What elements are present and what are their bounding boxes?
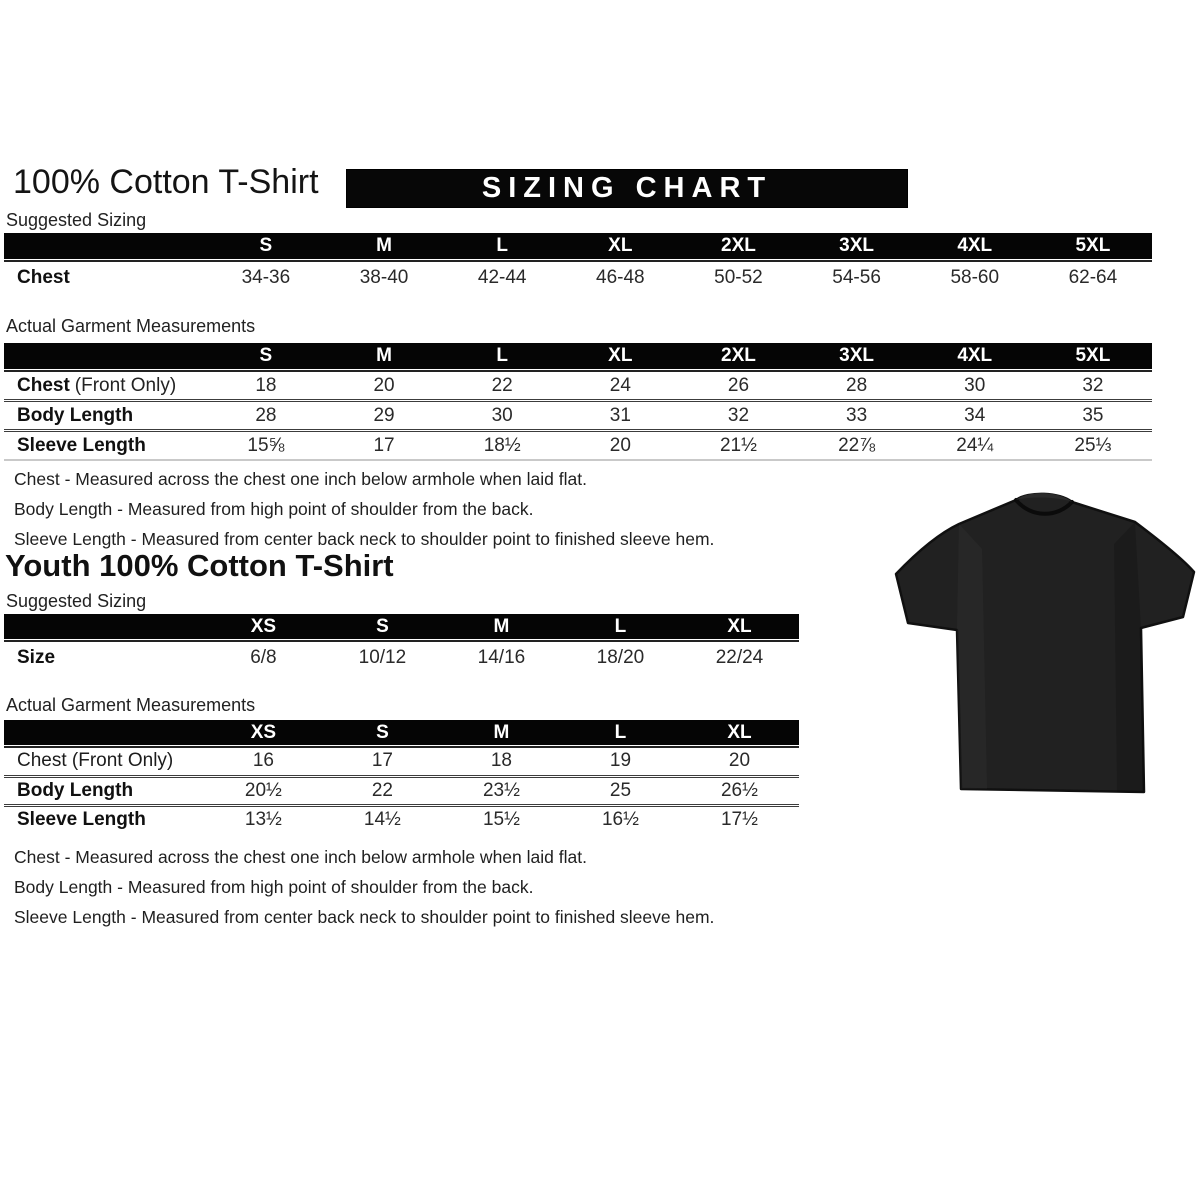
column-header-4xl: 4XL	[957, 345, 993, 366]
cell-value: 19	[609, 750, 632, 772]
cell-value: 25⅓	[1074, 434, 1112, 456]
black-tshirt-image	[892, 489, 1198, 805]
cell-value: 32	[727, 404, 750, 426]
column-header-m: M	[493, 615, 510, 637]
row-label-main: Chest	[17, 374, 70, 396]
adult-actual-measurements-table	[4, 343, 1152, 461]
youth-actual-header-row	[4, 720, 799, 745]
cell-value: 13½	[244, 809, 282, 831]
cell-value: 17½	[720, 809, 758, 831]
page-title: 100% Cotton T-Shirt	[13, 163, 319, 201]
column-header-2xl: 2XL	[721, 345, 756, 366]
table-row-chest-front-only	[4, 372, 1152, 402]
cell-value: 14/16	[477, 646, 526, 668]
column-header-xs: XS	[250, 721, 277, 743]
sizing-chart-banner-text: SIZING CHART	[481, 172, 773, 204]
cell-value: 50-52	[714, 266, 763, 288]
cell-value: 25	[609, 779, 632, 801]
tshirt-graphic	[892, 489, 1198, 805]
table-row-body-length	[4, 778, 799, 808]
cell-value: 20	[609, 434, 631, 456]
column-header-3xl: 3XL	[839, 345, 875, 366]
row-label: Body Length	[17, 779, 134, 801]
note-sleeve-length: Sleeve Length - Measured from center back neck to shoulder point to finished sleeve hem.	[14, 529, 715, 549]
cell-value: 23½	[482, 779, 520, 801]
cell-value: 20	[728, 750, 751, 772]
table-row-sleeve-length	[4, 807, 799, 834]
adult-actual-measurements-label: Actual Garment Measurements	[6, 316, 256, 336]
column-header-3xl: 3XL	[839, 235, 875, 256]
adult-actual-header-row	[4, 343, 1152, 369]
row-label: Chest (Front Only)	[17, 750, 174, 772]
youth-suggested-header-row	[4, 614, 799, 639]
cell-value: 22⅞	[838, 434, 876, 456]
cell-value: 38-40	[359, 266, 409, 288]
youth-suggested-sizing-table	[4, 614, 799, 673]
sizing-chart-banner	[346, 169, 908, 208]
cell-value: 24¼	[956, 434, 994, 456]
row-label-suffix: (Front Only)	[74, 374, 177, 396]
youth-measurement-notes	[14, 842, 714, 932]
cell-value: 32	[1082, 374, 1104, 396]
column-header-s: S	[376, 615, 389, 637]
youth-actual-measurements-table	[4, 720, 799, 834]
column-header-m: M	[376, 235, 392, 256]
cell-value: 22/24	[715, 646, 764, 668]
column-header-l: L	[496, 235, 508, 256]
column-header-5xl: 5XL	[1075, 345, 1111, 366]
cell-value: 15½	[482, 809, 520, 831]
note-chest: Chest - Measured across the chest one inch below armhole when laid flat.	[14, 469, 587, 489]
cell-value: 22	[491, 374, 513, 396]
column-header-m: M	[376, 345, 392, 366]
adult-suggested-header-row	[4, 233, 1152, 259]
column-header-xl: XL	[727, 721, 752, 743]
cell-value: 26	[727, 374, 750, 396]
cell-value: 18½	[483, 434, 521, 456]
table-row-chest	[4, 262, 1152, 293]
cell-value: 34-36	[241, 266, 291, 288]
column-header-s: S	[376, 721, 389, 743]
column-header-xs: XS	[250, 615, 277, 637]
row-label: Body Length	[17, 404, 134, 426]
header-spacer	[4, 233, 207, 259]
adult-suggested-sizing-label: Suggested Sizing	[6, 210, 147, 230]
row-label	[4, 372, 207, 399]
cell-value: 35	[1082, 404, 1104, 426]
note-sleeve-length: Sleeve Length - Measured from center back neck to shoulder point to finished sleeve hem.	[14, 907, 715, 927]
row-label: Chest	[17, 266, 70, 288]
cell-value: 28	[255, 404, 277, 426]
adult-suggested-sizing-table	[4, 233, 1152, 293]
cell-value: 28	[846, 374, 868, 396]
row-label: Sleeve Length	[17, 434, 146, 456]
table-row-size	[4, 642, 799, 673]
cell-value: 21½	[719, 434, 757, 456]
column-header-l: L	[614, 615, 627, 637]
cell-value: 6/8	[250, 646, 277, 668]
cell-value: 34	[964, 404, 986, 426]
cell-value: 17	[373, 434, 395, 456]
row-label: Size	[17, 646, 56, 668]
row-label: Sleeve Length	[17, 809, 146, 831]
column-header-l: L	[614, 721, 627, 743]
table-row-body-length	[4, 402, 1152, 432]
cell-value: 33	[846, 404, 868, 426]
cell-value: 20½	[244, 779, 282, 801]
table-row-chest-front-only	[4, 748, 799, 778]
cell-value: 62-64	[1068, 266, 1118, 288]
cell-value: 26½	[720, 779, 758, 801]
column-header-s: S	[259, 345, 273, 366]
youth-section-title: Youth 100% Cotton T-Shirt	[5, 548, 394, 583]
note-body-length: Body Length - Measured from high point of shoulder from the back.	[14, 499, 534, 519]
cell-value: 42-44	[477, 266, 527, 288]
column-header-xl: XL	[727, 615, 752, 637]
cell-value: 29	[373, 404, 395, 426]
column-header-2xl: 2XL	[721, 235, 756, 256]
cell-value: 15⅝	[247, 434, 285, 456]
column-header-xl: XL	[608, 345, 633, 366]
column-header-m: M	[493, 721, 510, 743]
column-header-5xl: 5XL	[1075, 235, 1111, 256]
note-chest: Chest - Measured across the chest one inch below armhole when laid flat.	[14, 847, 587, 867]
header-spacer	[4, 343, 207, 369]
cell-value: 14½	[363, 809, 401, 831]
header-spacer	[4, 720, 204, 745]
table-row-sleeve-length	[4, 432, 1152, 461]
cell-value: 58-60	[950, 266, 1000, 288]
cell-value: 46-48	[596, 266, 645, 288]
cell-value: 18	[255, 374, 277, 396]
cell-value: 18/20	[596, 646, 645, 668]
youth-actual-measurements-label: Actual Garment Measurements	[6, 695, 256, 715]
cell-value: 16	[252, 750, 274, 772]
cell-value: 17	[371, 750, 393, 772]
column-header-xl: XL	[608, 235, 633, 256]
cell-value: 24	[609, 374, 631, 396]
header-spacer	[4, 614, 204, 639]
column-header-4xl: 4XL	[957, 235, 993, 256]
column-header-l: L	[496, 345, 508, 366]
note-body-length: Body Length - Measured from high point of shoulder from the back.	[14, 877, 534, 897]
cell-value: 10/12	[358, 646, 407, 668]
tshirt-body	[896, 494, 1194, 792]
youth-suggested-sizing-label: Suggested Sizing	[6, 591, 147, 611]
cell-value: 22	[371, 779, 393, 801]
cell-value: 20	[373, 374, 395, 396]
cell-value: 54-56	[832, 266, 881, 288]
cell-value: 30	[964, 374, 986, 396]
cell-value: 31	[609, 404, 631, 426]
adult-measurement-notes	[14, 464, 714, 554]
column-header-s: S	[259, 235, 273, 256]
cell-value: 18	[490, 750, 512, 772]
cell-value: 30	[491, 404, 513, 426]
cell-value: 16½	[601, 809, 639, 831]
